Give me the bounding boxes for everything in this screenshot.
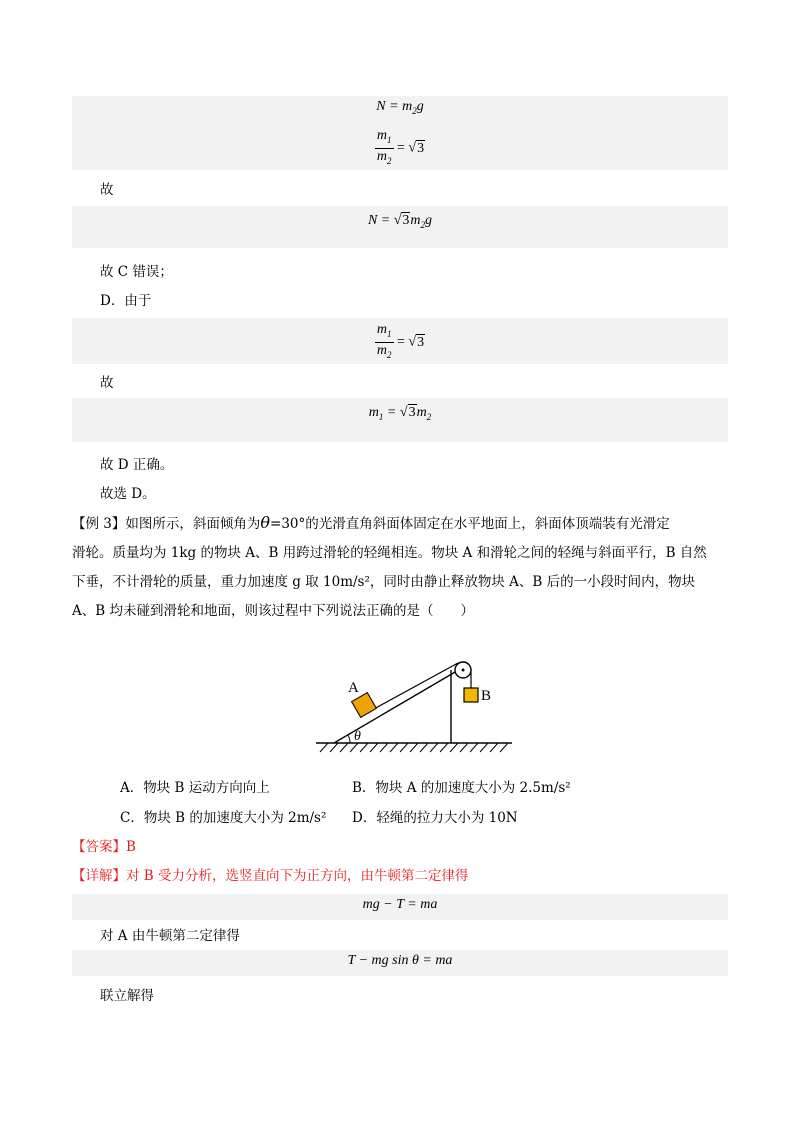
equation-n-sqrt3: $N = √3m_2g$	[367, 213, 433, 230]
option-c[interactable]: C．物块 B 的加速度大小为 2m/s²	[120, 810, 327, 826]
text-c-wrong: 故 C 错误；	[100, 264, 173, 280]
text-solve: 联立解得	[100, 988, 154, 1004]
figure-label-a: A	[348, 680, 359, 696]
option-a[interactable]: A．物块 B 运动方向向上	[120, 780, 270, 796]
figure-label-b: B	[481, 688, 492, 704]
figure-label-theta: θ	[354, 729, 361, 744]
text-choose-d: 故选 D。	[100, 486, 156, 502]
equation-m1: $m_1 = √3m_2$	[368, 405, 432, 422]
equation-b-newton: mg − T = ma	[362, 897, 438, 912]
equation-ratio: $\frac{m_1}{m_2}$ = √3	[376, 128, 425, 166]
detail: 【详解】对 B 受力分析，选竖直向下为正方向，由牛顿第二定律得	[72, 868, 469, 884]
equation-n-m2g: $N = m_2g$	[376, 99, 424, 116]
example-line: 【例 3】如图所示，斜面倾角为θ=30°的光滑直角斜面体固定在水平地面上，斜面体顶端装有光滑定	[72, 513, 670, 532]
option-d[interactable]: D．轻绳的拉力大小为 10N	[352, 810, 518, 826]
text-d-since: D．由于	[100, 293, 152, 309]
block-b-icon	[464, 688, 478, 702]
answer: 【答案】B	[72, 839, 136, 855]
example-line: 下垂，不计滑轮的质量，重力加速度 g 取 10m/s²，同时由静止释放物块 A、B 后的一小段时间内，物块	[72, 574, 696, 590]
example-line: A、B 均未碰到滑轮和地面，则该过程中下列说法正确的是（ ）	[72, 603, 474, 619]
equation-a-newton: T − mg sin θ = ma	[347, 953, 453, 968]
example-line: 滑轮。质量均为 1kg 的物块 A、B 用跨过滑轮的轻绳相连。物块 A 和滑轮之间的轻绳与斜面平行，B 自然	[72, 545, 707, 561]
text-gu: 故	[100, 182, 114, 198]
text-gu: 故	[100, 375, 114, 391]
example-question	[72, 508, 728, 626]
equation-ratio-2: $\frac{m_1}{m_2}$ = √3	[376, 322, 425, 360]
option-b[interactable]: B．物块 A 的加速度大小为 2.5m/s²	[352, 780, 571, 796]
text-for-a: 对 A 由牛顿第二定律得	[100, 928, 240, 944]
text-d-correct: 故 D 正确。	[100, 457, 174, 473]
incline-pulley-figure	[316, 658, 516, 758]
